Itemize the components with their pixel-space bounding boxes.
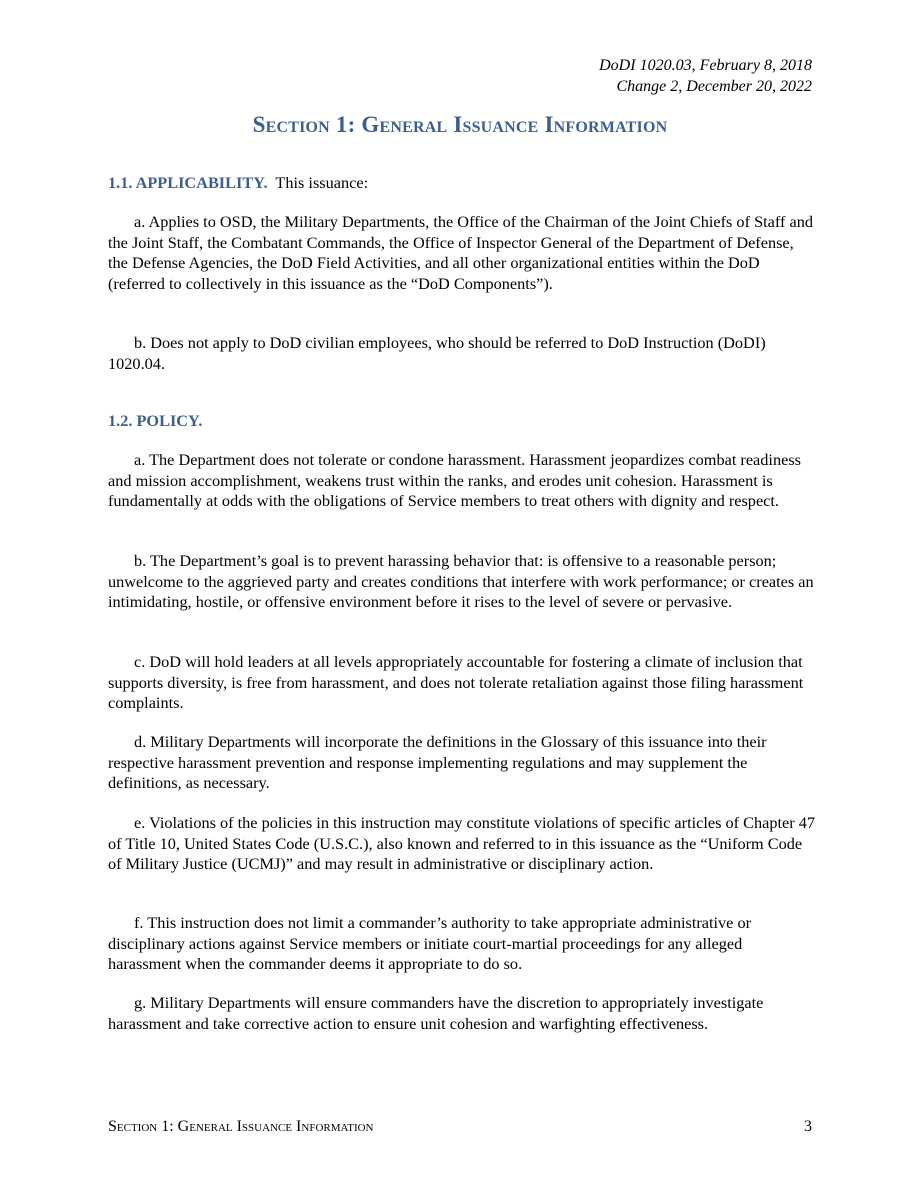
section-title: Section 1: General Issuance Information (252, 112, 668, 137)
applicability-intro: This issuance: (275, 173, 369, 192)
policy-a: a. The Department does not tolerate or condone harassment. Harassment jeopardizes combat readiness and mission accomplishment, weakens trust within the ranks, and erodes unit cohesion. Harassment is fundamentally at odds with the obligations of Service members to treat others with dignity and respect. (108, 450, 801, 510)
policy-heading: 1.2. POLICY. (108, 411, 203, 430)
header-change-date: Change 2, December 20, 2022 (616, 78, 812, 95)
applicability-a: a. Applies to OSD, the Military Departments, the Office of the Chairman of the Joint Chiefs of Staff and the Joint Staff, the Combatant Commands, the Office of Inspector General of the Department of Defense, the Defense Agencies, the DoD Field Activities, and all other organizational entities within the DoD (referred to collectively in this issuance as the “DoD Components”). (108, 212, 814, 293)
applicability-heading-line (108, 173, 816, 194)
policy-e: e. Violations of the policies in this instruction may constitute violations of specific articles of Chapter 47 of Title 10, United States Code (U.S.C.), also known and referred to in this issuance as the “Uniform Code of Military Justice (UCMJ)” and may result in administrative or disciplinary action. (108, 813, 816, 873)
header-issuance-date: DoDI 1020.03, February 8, 2018 (599, 57, 812, 74)
policy-f: f. This instruction does not limit a commander’s authority to take appropriate administrative or disciplinary actions against Service members or initiate court-martial proceedings for any alleged harassment when the commander deems it appropriate to do so. (108, 913, 752, 973)
policy-d: d. Military Departments will incorporate the definitions in the Glossary of this issuance into their respective harassment prevention and response implementing regulations and may supplement the definitions, as necessary. (108, 732, 767, 792)
applicability-b: b. Does not apply to DoD civilian employees, who should be referred to DoD Instruction (DoDI) 1020.04. (108, 333, 766, 373)
policy-b: b. The Department’s goal is to prevent harassing behavior that: is offensive to a reasonable person; unwelcome to the aggrieved party and creates conditions that interfere with work performance; or creates an intimidating, hostile, or offensive environment before it rises to the level of severe or pervasive. (108, 551, 814, 611)
page-number: 3 (804, 1118, 812, 1135)
document-header (599, 55, 812, 97)
applicability-heading: 1.1. APPLICABILITY. (108, 173, 268, 192)
policy-c: c. DoD will hold leaders at all levels appropriately accountable for fostering a climate of inclusion that supports diversity, is free from harassment, and does not tolerate retaliation against those filing harassment complaints. (108, 652, 804, 712)
policy-g: g. Military Departments will ensure commanders have the discretion to appropriately investigate harassment and take corrective action to ensure unit cohesion and warfighting effectiveness. (108, 993, 764, 1033)
footer-section-title: Section 1: General Issuance Information (108, 1118, 374, 1135)
